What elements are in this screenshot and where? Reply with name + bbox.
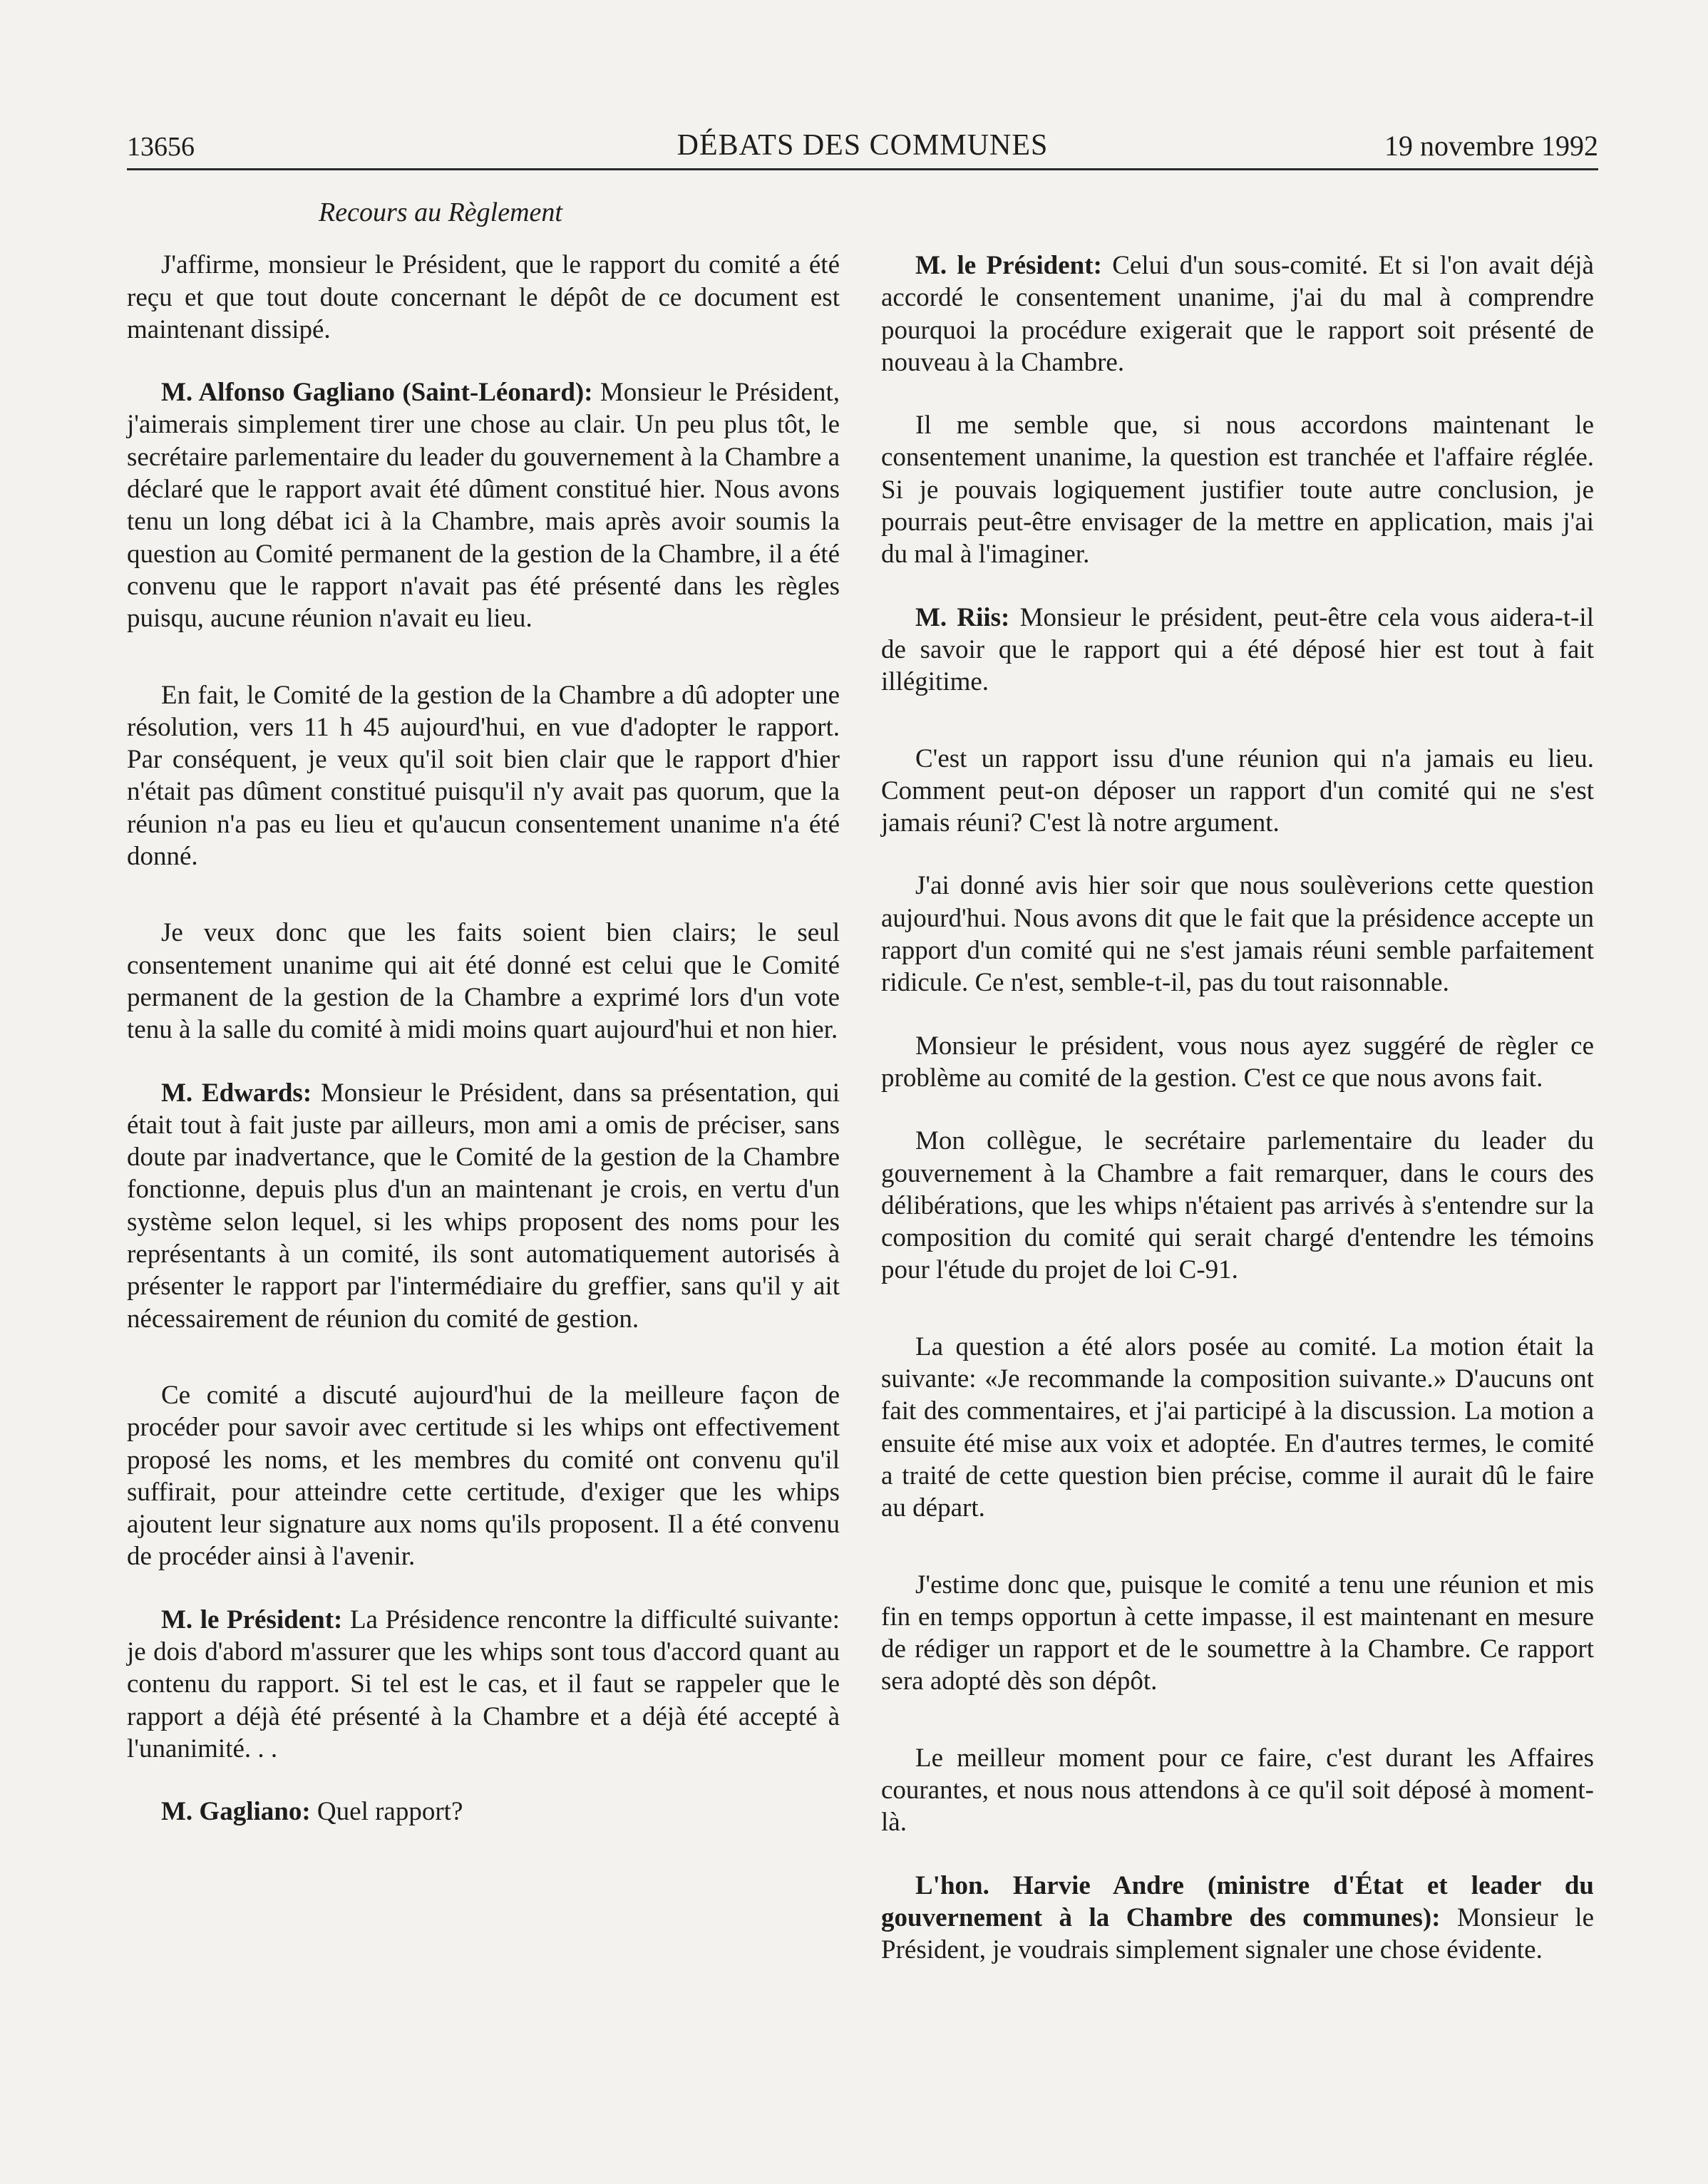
paragraph [127, 249, 840, 346]
paragraph-text: Je veux donc que les faits soient bien clairs; le seul consentement unanime qui ait été donné est celui que le Comité permanent de la gestion de la Chambre a exprimé lors d'un vote tenu à la salle du comité à midi moins quart aujourd'hui et non hier. [127, 918, 840, 1045]
paragraph [127, 917, 840, 1046]
speaker-name: M. Alfonso Gagliano (Saint-Léonard): [161, 378, 593, 408]
paragraph-text: J'ai donné avis hier soir que nous soulèverions cette question aujourd'hui. Nous avons dit que le fait que la présidence accepte un rapport d'un comité qui ne s'est jamais réuni semble parfaitement ridicule. Ce n'est, semble-t-il, pas du tout raisonnable. [881, 871, 1594, 998]
paragraph-text: Il me semble que, si nous accordons maintenant le consentement unanime, la question est tranchée et l'affaire réglée. Si je pouvais logiquement justifier toute autre conclusion, je pourrais peut-être envisager de la mettre en application, mais j'ai du mal à l'imaginer. [881, 411, 1594, 570]
paragraph [881, 743, 1594, 840]
paragraph [881, 870, 1594, 999]
paragraph-text: Monsieur le Président, je voudrais simplement signaler une chose évidente. [881, 1902, 1594, 1965]
paragraph [127, 1379, 840, 1573]
paragraph [881, 409, 1594, 570]
paragraph [881, 1030, 1594, 1095]
paragraph-text: Monsieur le président, vous nous ayez suggéré de règler ce problème au comité de la gestion. C'est ce que nous avons fait. [881, 1031, 1594, 1093]
paragraph [881, 602, 1594, 699]
paragraph-text: La question a été alors posée au comité. La motion était la suivante: «Je recommande la composition suivante.» D'aucuns ont fait des commentaires, et j'ai participé à la discussion. La motion a ensuite été mise aux voix et adoptée. En d'autres termes, le comité a traité de cette question bien précise, comme il aurait dû le faire au départ. [881, 1331, 1594, 1523]
paragraph-text: Ce comité a discuté aujourd'hui de la meilleure façon de procéder pour savoir avec certitude si les whips ont effectivement proposé les noms, et les membres du comité ont convenu qu'il suffirait, pour atteindre cette certitude, d'exiger que les whips ajoutent leur signature aux noms qu'ils proposent. Il a été convenu de procéder ainsi à l'avenir. [127, 1380, 840, 1572]
right-column [881, 249, 1594, 1997]
left-column [127, 197, 840, 1858]
speaker-name: L'hon. Harvie Andre (ministre d'État et leader du gouvernement à la Chambre des communes): [881, 1870, 1594, 1932]
paragraph [881, 1569, 1594, 1698]
paragraph-text: Le meilleur moment pour ce faire, c'est durant les Affaires courantes, et nous nous attendons à ce qu'il soit déposé à moment-là. [881, 1743, 1594, 1838]
paragraph [881, 1331, 1594, 1525]
speaker-name: M. Riis: [915, 602, 1010, 632]
paragraph [881, 1742, 1594, 1839]
paragraph-text: C'est un rapport issu d'une réunion qui n'a jamais eu lieu. Comment peut-on déposer un rapport d'un comité qui ne s'est jamais réuni? C'est là notre argument. [881, 743, 1594, 838]
paragraph-text: La Présidence rencontre la difficulté suivante: je dois d'abord m'assurer que les whips sont tous d'accord quant au contenu du rapport. Si tel est le cas, et il faut se rappeler que le rapport a déjà été présenté à la Chambre et a déjà été accepté à l'unanimité. . . [127, 1604, 840, 1763]
paragraph-text: J'affirme, monsieur le Président, que le rapport du comité a été reçu et que tout doute concernant le dépôt de ce document est maintenant dissipé. [127, 250, 840, 344]
paragraph [881, 249, 1594, 378]
publication-title: DÉBATS DES COMMUNES [676, 129, 1049, 162]
paragraph [127, 1796, 840, 1828]
page-header [127, 121, 1598, 170]
paragraph [127, 1604, 840, 1765]
speaker-name: M. Gagliano: [161, 1797, 311, 1827]
paragraph-text: J'estime donc que, puisque le comité a tenu une réunion et mis fin en temps opportun à cette impasse, il est maintenant en mesure de rédiger un rapport et de le soumettre à la Chambre. Ce rapport sera adopté dès son dépôt. [881, 1570, 1594, 1696]
page-number: 13656 [127, 132, 195, 162]
paragraph [127, 1077, 840, 1335]
speaker-name: M. Edwards: [161, 1078, 312, 1108]
paragraph-text: En fait, le Comité de la gestion de la Chambre a dû adopter une résolution, vers 11 h 45 aujourd'hui, en vue d'adopter le rapport. Par conséquent, je veux qu'il soit bien clair que le rapport d'hier n'était pas dûment constitué puisqu'il n'y avait pas quorum, que la réunion n'a pas eu lieu et qu'aucun consentement unanime n'a été donné. [127, 680, 840, 872]
paragraph-text: Celui d'un sous-comité. Et si l'on avait déjà accordé le consentement unanime, j'ai du mal à comprendre pourquoi la procédure exigerait que le rapport soit présenté de nouveau à la Chambre. [881, 251, 1594, 377]
paragraph-text: Mon collègue, le secrétaire parlementaire du leader du gouvernement à la Chambre a fait remarquer, dans le cours des délibérations, que les whips n'étaient pas arrivés à s'entendre sur la composition du comité qui serait chargé d'entendre les témoins pour l'étude du projet de loi C-91. [881, 1126, 1594, 1285]
paragraph [881, 1125, 1594, 1286]
speaker-name: M. le Président: [915, 251, 1102, 280]
paragraph-text: Monsieur le Président, j'aimerais simplement tirer une chose au clair. Un peu plus tôt, le secrétaire parlementaire du leader du gouvernement à la Chambre a déclaré que le rapport avait été dûment constitué hier. Nous avons tenu un long débat ici à la Chambre, mais après avoir soumis la question au Comité permanent de la gestion de la Chambre, il a été convenu que le rapport n'avait pas été présenté dans les règles puisqu, aucune réunion n'avait eu lieu. [127, 378, 840, 634]
paragraph-text: Quel rapport? [310, 1797, 463, 1827]
section-title: Recours au Règlement [319, 197, 562, 227]
speaker-name: M. le Président: [161, 1604, 343, 1634]
paragraph [127, 679, 840, 873]
paragraph [881, 1870, 1594, 1967]
page-date: 19 novembre 1992 [1384, 130, 1598, 162]
paragraph-text: Monsieur le Président, dans sa présentation, qui était tout à fait juste par ailleurs, mon ami a omis de préciser, sans doute par inadvertance, que le Comité de la gestion de la Chambre fonctionne, depuis plus d'un an maintenant je crois, en vertu d'un système selon lequel, si les whips proposent des noms pour les représentants à un comité, ils sont automatiquement autorisés à présenter le rapport par l'intermédiaire du greffier, sans qu'il y ait nécessairement de réunion du comité de gestion. [127, 1078, 840, 1334]
paragraph [127, 376, 840, 634]
paragraph-text: Monsieur le président, peut-être cela vous aidera-t-il de savoir que le rapport qui a été déposé hier est tout à fait illégitime. [881, 602, 1594, 697]
